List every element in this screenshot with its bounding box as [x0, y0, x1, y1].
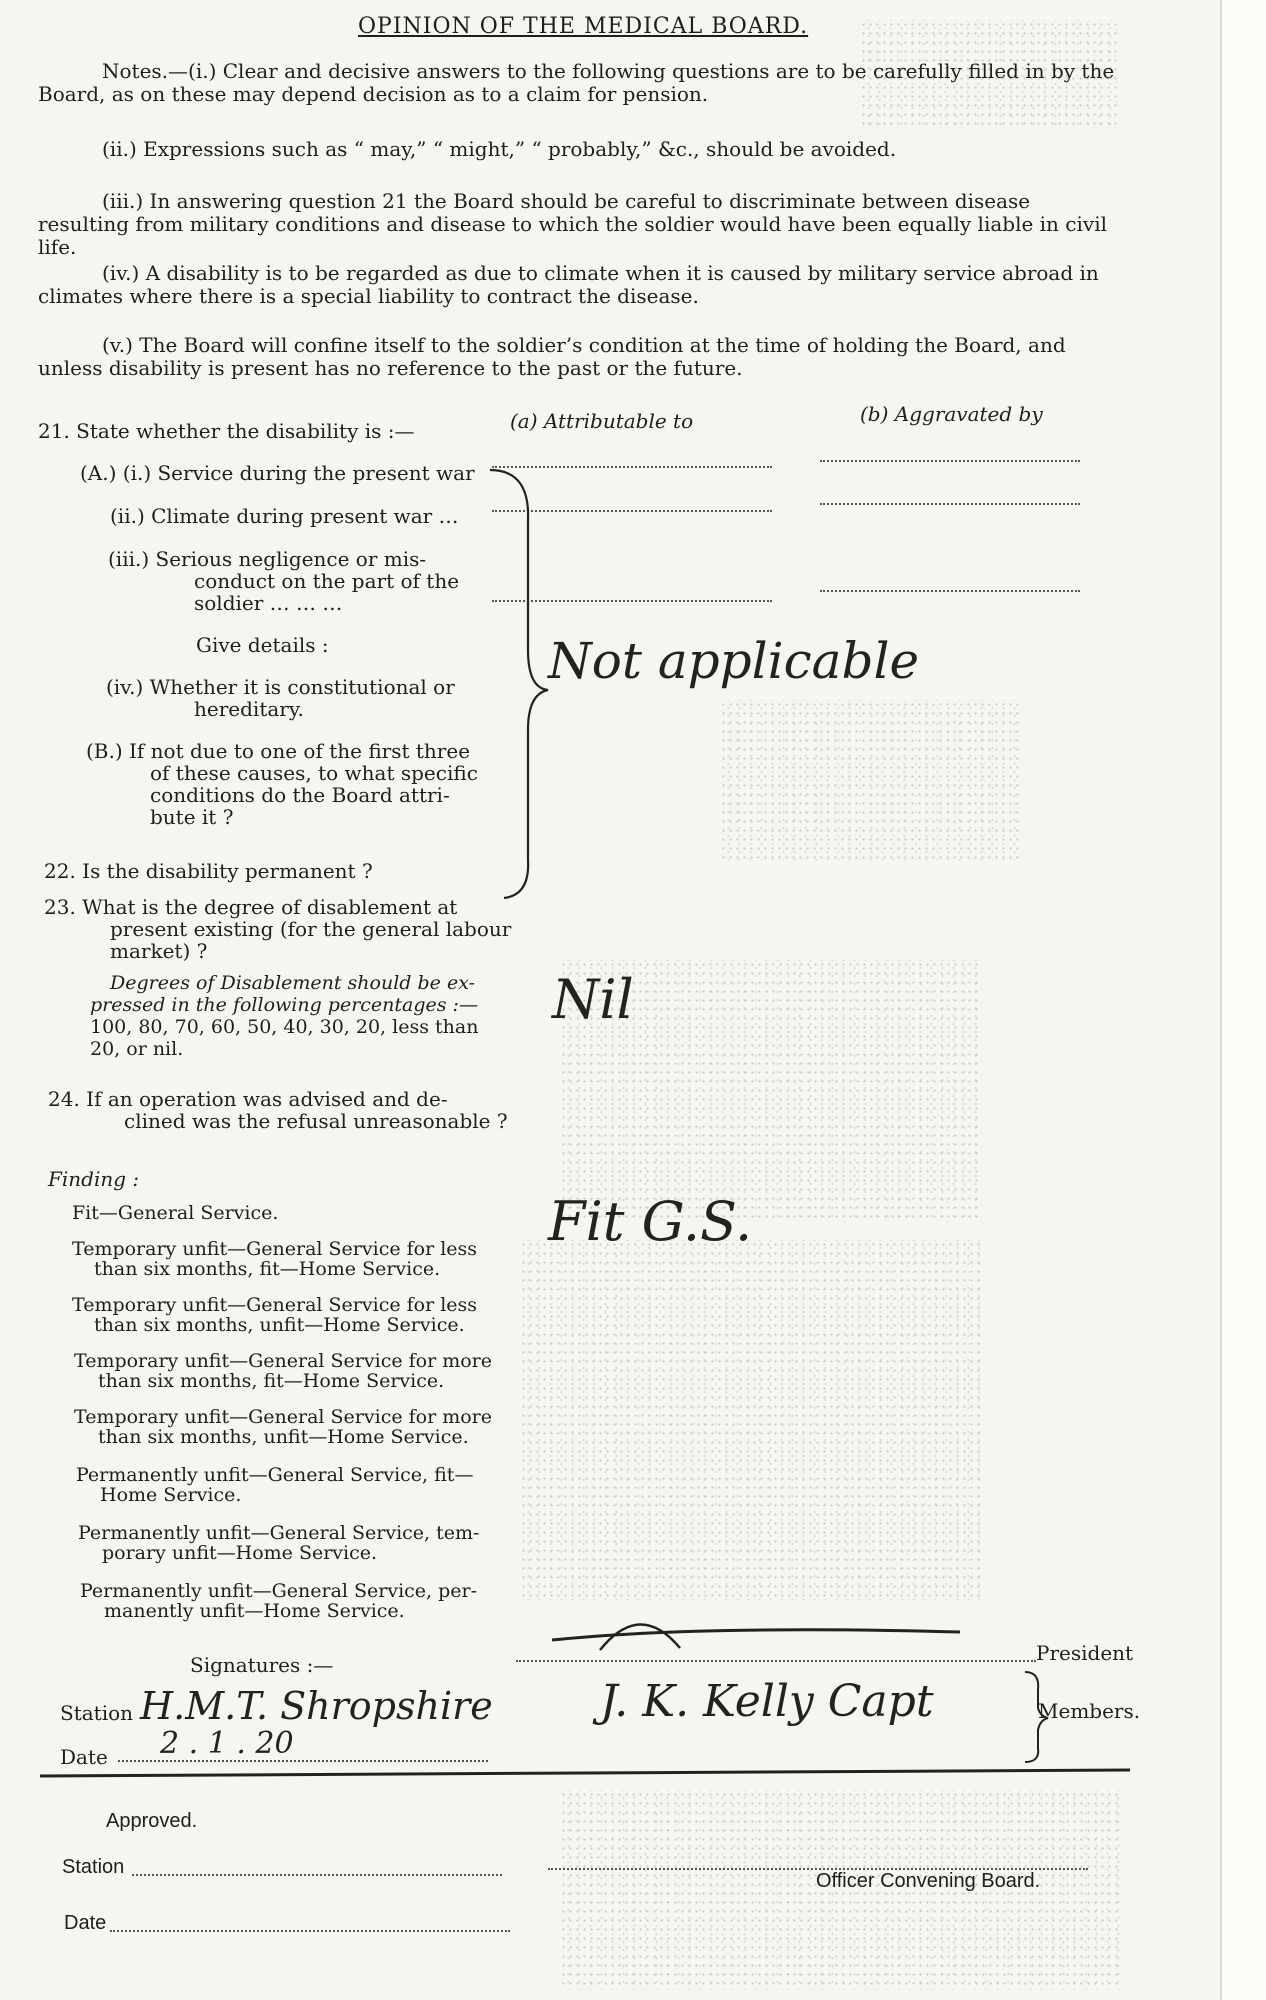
finding-option: than six months, unfit—Home Service.	[94, 1314, 465, 1336]
finding-option: Permanently unfit—General Service, per-	[80, 1580, 478, 1602]
approved-station-line[interactable]	[132, 1874, 502, 1876]
finding-option: Temporary unfit—General Service for less	[72, 1294, 478, 1316]
handwritten-station: H.M.T. Shropshire	[140, 1684, 493, 1728]
approved-station-label: Station	[62, 1856, 125, 1878]
brace-mark	[490, 470, 548, 898]
finding-option: Permanently unfit—General Service, fit—	[76, 1464, 474, 1486]
finding-option: Temporary unfit—General Service for more	[74, 1406, 492, 1428]
note-i: Notes.—(i.) Clear and decisive answers to the following questions are to be carefully filled in by the Board, as on these may depend decision as to a claim for pension.	[38, 59, 1115, 106]
q24-line1: 24. If an operation was advised and de-	[48, 1087, 448, 1111]
finding-option: porary unfit—Home Service.	[102, 1542, 378, 1564]
divider-rule	[40, 1770, 1130, 1776]
q23-degrees-3: 100, 80, 70, 60, 50, 40, 30, 20, less than	[90, 1016, 479, 1038]
president-label: President	[1036, 1641, 1134, 1665]
q21-b-1: (B.) If not due to one of the first three	[86, 739, 471, 763]
q22-label: 22. Is the disability permanent ?	[44, 859, 373, 883]
handwritten-fit-gs: Fit G.S.	[548, 1190, 753, 1253]
q23-degrees-4: 20, or nil.	[90, 1038, 184, 1060]
finding-option: than six months, fit—Home Service.	[94, 1258, 441, 1280]
finding-option: than six months, unfit—Home Service.	[98, 1426, 469, 1448]
handwritten-member-signature: J. K. Kelly Capt	[600, 1676, 934, 1727]
members-label: Members.	[1038, 1699, 1141, 1723]
q23-degrees-2: pressed in the following percentages :—	[90, 994, 478, 1016]
handwritten-not-applicable: Not applicable	[548, 632, 920, 690]
q21-a-i: (A.) (i.) Service during the present war	[80, 461, 475, 485]
q21-a-iv-2: hereditary.	[194, 697, 304, 721]
note-iii: (iii.) In answering question 21 the Board should be careful to discriminate between disease resulting from military conditions and disease to which the soldier would have been equally liable in civil life.	[38, 189, 1107, 259]
finding-option: Permanently unfit—General Service, tem-	[78, 1522, 480, 1544]
q21-label: 21. State whether the disability is :—	[38, 419, 415, 443]
q23-degrees-1: Degrees of Disablement should be ex-	[110, 972, 475, 994]
finding-option: manently unfit—Home Service.	[104, 1600, 405, 1622]
q21-a-iv-1: (iv.) Whether it is constitutional or	[106, 675, 455, 699]
approved-date-line[interactable]	[110, 1930, 510, 1932]
approved-date-label: Date	[64, 1912, 107, 1934]
q21-b-2: of these causes, to what specific	[150, 761, 478, 785]
finding-option: Temporary unfit—General Service for more	[74, 1350, 492, 1372]
date-label: Date	[60, 1745, 108, 1769]
signatures-label: Signatures :—	[190, 1653, 334, 1677]
q21-a-iii-2: conduct on the part of the	[194, 569, 460, 593]
station-label: Station	[60, 1701, 134, 1725]
approved-label: Approved.	[106, 1810, 198, 1832]
finding-option: than six months, fit—Home Service.	[98, 1370, 445, 1392]
col-aggravated: (b) Aggravated by	[860, 402, 1043, 426]
q21-a-ii: (ii.) Climate during present war …	[110, 504, 459, 528]
q24-line2: clined was the refusal unreasonable ?	[124, 1109, 508, 1133]
q21-a-iii-1: (iii.) Serious negligence or mis-	[108, 547, 427, 571]
note-v: (v.) The Board will confine itself to the soldier’s condition at the time of holding the Board, and unless disability is present has no reference to the past or the future.	[38, 333, 1066, 380]
col-attributable: (a) Attributable to	[510, 409, 694, 433]
q21-a-iii-3: soldier … … …	[194, 591, 343, 615]
give-details: Give details :	[196, 633, 329, 657]
finding-option: Temporary unfit—General Service for less	[72, 1238, 478, 1260]
handwritten-nil: Nil	[552, 968, 634, 1031]
underline-stroke	[600, 1624, 680, 1650]
q21-b-4: bute it ?	[150, 805, 234, 829]
finding-option: Fit—General Service.	[72, 1202, 279, 1224]
q23-line2: present existing (for the general labour	[110, 917, 512, 941]
officer-convening-label: Officer Convening Board.	[816, 1870, 1041, 1892]
note-ii: (ii.) Expressions such as “ may,” “ might,” “ probably,” &c., should be avoided.	[102, 137, 897, 161]
finding-option: Home Service.	[100, 1484, 242, 1506]
finding-label: Finding :	[48, 1167, 140, 1191]
note-iv: (iv.) A disability is to be regarded as due to climate when it is caused by military service abroad in climates where there is a special liability to contract the disease.	[38, 261, 1099, 308]
q23-line3: market) ?	[110, 939, 208, 963]
page-title: OPINION OF THE MEDICAL BOARD.	[358, 14, 809, 39]
handwritten-date: 2 . 1 . 20	[160, 1726, 294, 1761]
president-signature-line[interactable]	[516, 1660, 1036, 1662]
q21-b-3: conditions do the Board attri-	[150, 783, 450, 807]
q23-line1: 23. What is the degree of disablement at	[44, 895, 458, 919]
